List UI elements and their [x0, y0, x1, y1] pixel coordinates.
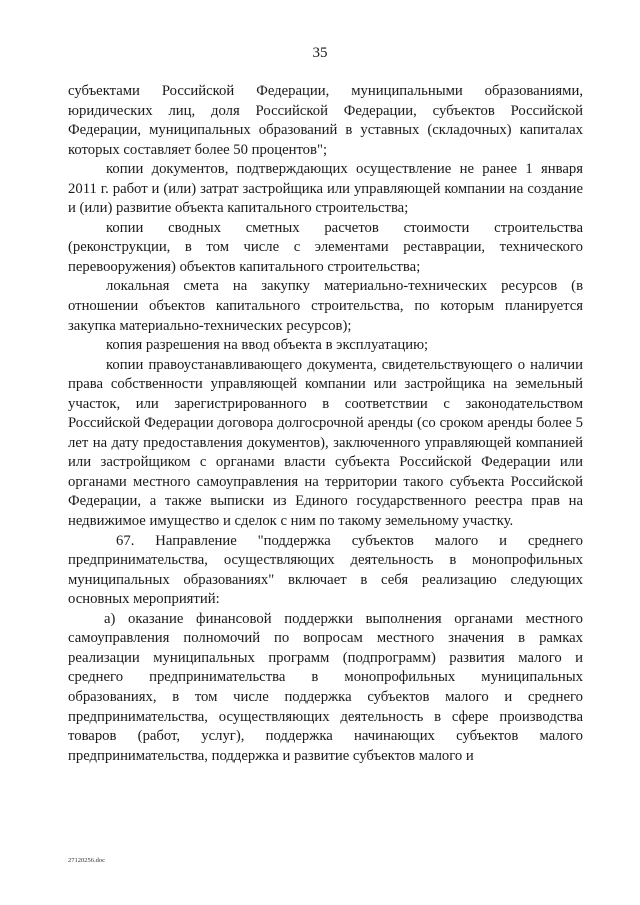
- paragraph-item-a: а) оказание финансовой поддержки выполнения органами местного самоуправления полномочий по вопросам местного значения в рамках реализации муниципальных программ (подпрограмм) развития малого и среднего предпринимательства в монопрофильных муниципальных образованиях, в том числе поддержка субъектов малого и среднего предпринимательства, осуществляющих деятельность в сфере производства товаров (работ, услуг), поддержка начинающих субъектов малого предпринимательства, поддержка и развитие субъектов малого и: [68, 610, 583, 764]
- footer-document-code: 27120256.doc: [68, 857, 106, 864]
- paragraph-commissioning-permit: копия разрешения на ввод объекта в эксплуатацию;: [106, 337, 429, 354]
- paragraph-section-67: 67. Направление "поддержка субъектов малого и среднего предпринимательства, осуществляющих деятельность в монопрофильных муниципальных образованиях" включает в себя реализацию следующих основных мероприятий:: [68, 532, 583, 608]
- paragraph-local-estimate: локальная смета на закупку материально-технических ресурсов (в отношении объектов капитального строительства, по которым планируется закупка материально-технических ресурсов);: [68, 278, 583, 334]
- document-body: [68, 82, 583, 766]
- paragraph-title-documents: копии правоустанавливающего документа, свидетельствующего о наличии права собственности управляющей компании или застройщика на земельный участок, или зарегистрированного в соответствии с законодательством Российской Федерации договора долгосрочной аренды (со сроком аренды более 5 лет на дату предоставления документов), заключенного управляющей компанией или застройщиком с органами власти субъекта Российской Федерации или органами местного самоуправления на территории такого субъекта Российской Федерации, а также выписки из Единого государственного реестра прав на недвижимое имущество и сделок с ним по такому земельному участку.: [68, 356, 583, 530]
- paragraph-work-confirmation: копии документов, подтверждающих осуществление не ранее 1 января 2011 г. работ и (или) затрат застройщика или управляющей компании на создание и (или) развитие объекта капитального строительства;: [68, 161, 583, 217]
- paragraph-continuation: субъектами Российской Федерации, муниципальными образованиями, юридических лиц, доля Российской Федерации, субъектов Российской Федерации, муниципальных образований в уставных (складочных) капиталах которых составляет более 50 процентов";: [68, 83, 583, 158]
- paragraph-estimate-copies: копии сводных сметных расчетов стоимости строительства (реконструкции, в том числе с элементами реставрации, технического перевооружения) объектов капитального строительства;: [68, 219, 583, 275]
- page-number: 35: [312, 45, 328, 61]
